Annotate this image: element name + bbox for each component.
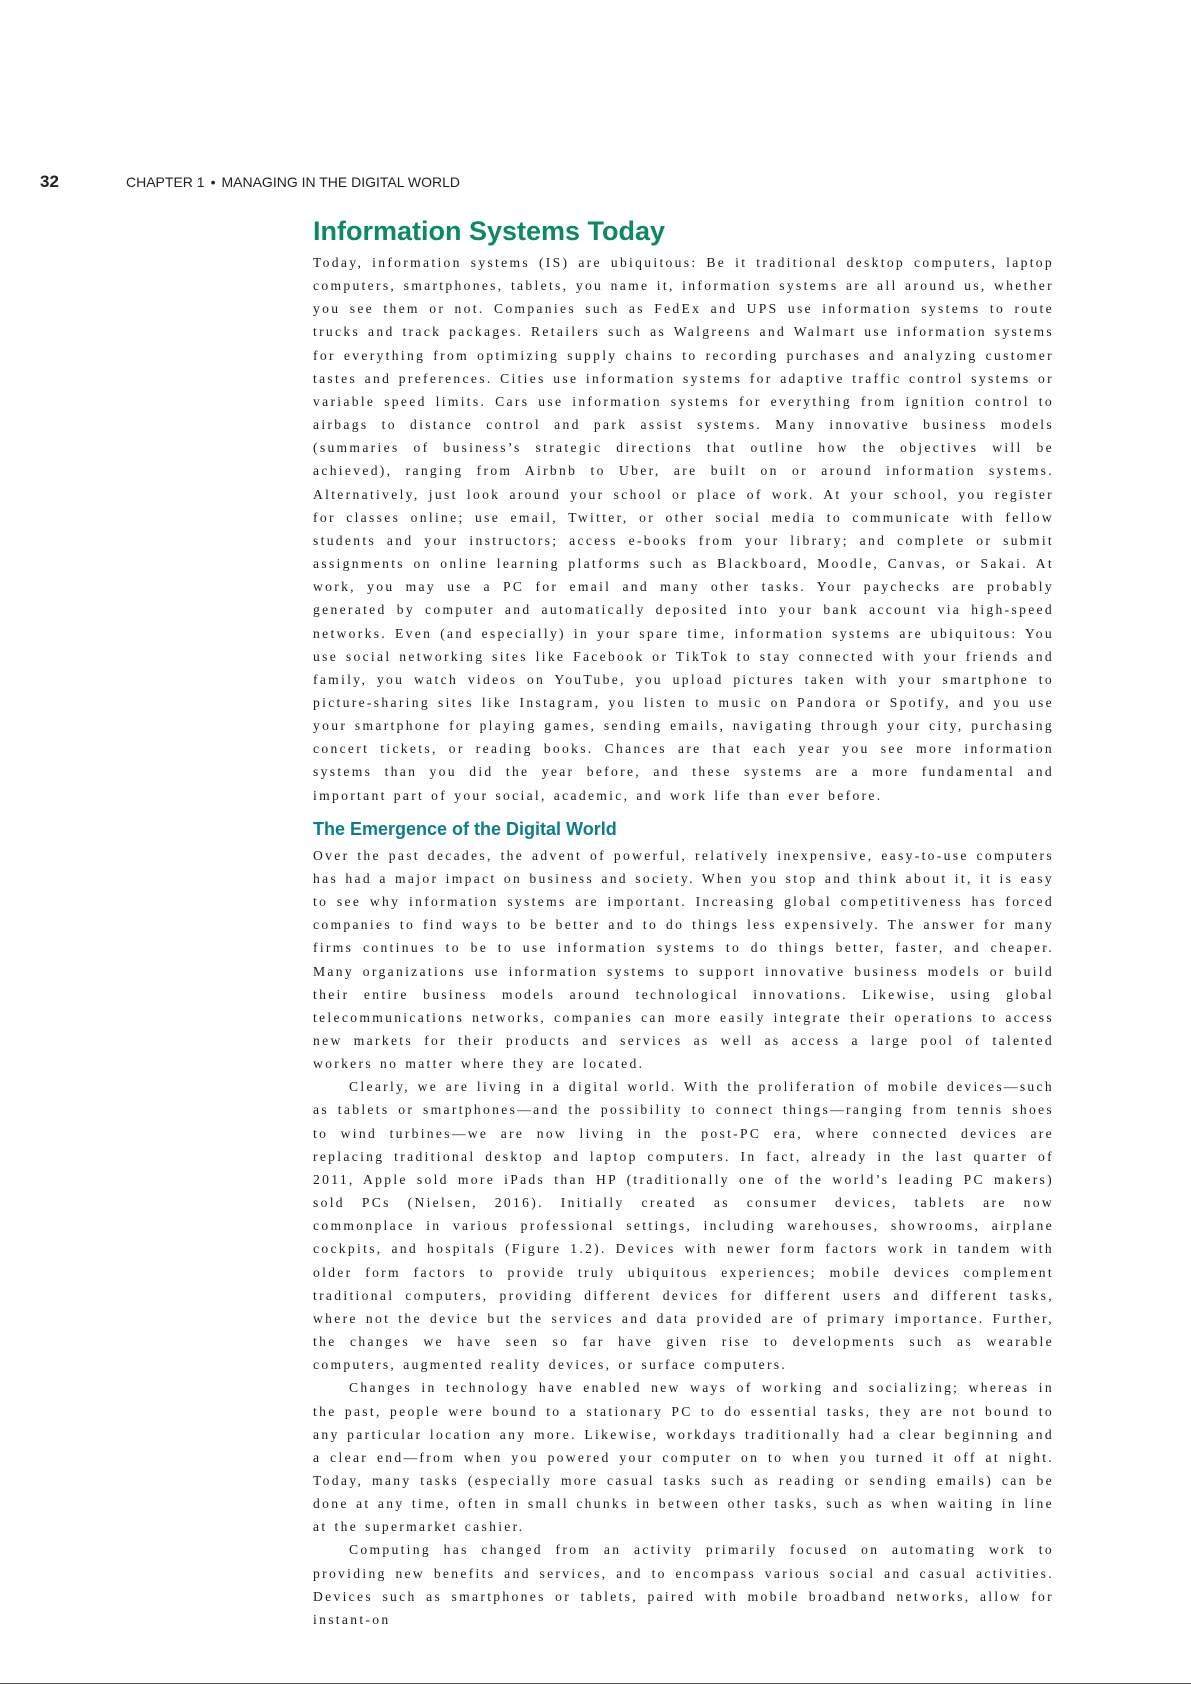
subsection-heading: The Emergence of the Digital World <box>313 818 617 839</box>
body-paragraph: Today, information systems (IS) are ubiquitous: Be it traditional desktop computers, laptop computers, smartphones, tablets, you name it, information systems are all around us, whether you see them or not. Companies such as FedEx and UPS use information systems to route trucks and track packages. Retailers such as Walgreens and Walmart use information systems for everything from optimizing supply chains to recording purchases and analyzing customer tastes and preferences. Cities use information systems for adaptive traffic control systems or variable speed limits. Cars use information systems for everything from ignition control to airbags to distance control and park assist systems. Many innovative business models (summaries of business’s strategic directions that outline how the objectives will be achieved), ranging from Airbnb to Uber, are built on or around information systems. Alternatively, just look around your school or place of work. At your school, you register for classes online; use email, Twitter, or other social media to communicate with fellow students and your instructors; access e-books from your library; and complete or submit assignments on online learning platforms such as Blackboard, Moodle, Canvas, or Sakai. At work, you may use a PC for email and many other tasks. Your paychecks are probably generated by computer and automatically deposited into your bank account via high-speed networks. Even (and especially) in your spare time, information systems are ubiquitous: You use social networking sites like Facebook or TikTok to stay connected with your friends and family, you watch videos on YouTube, you upload pictures taken with your smartphone to picture-sharing sites like Instagram, you listen to music on Pandora or Spotify, and you use your smartphone for playing games, sending emails, navigating through your city, purchasing concert tickets, or reading books. Chances are that each year you see more information systems than you did the year before, and these systems are a more fundamental and important part of your social, academic, and work life than ever before. <box>313 255 1054 803</box>
body-paragraph: Over the past decades, the advent of powerful, relatively inexpensive, easy-to-use computers has had a major impact on business and society. When you stop and think about it, it is easy to see why information systems are important. Increasing global competitiveness has forced companies to find ways to be better and to do things less expensively. The answer for many firms continues to be to use information systems to do things better, faster, and cheaper. Many organizations use information systems to support innovative business models or build their entire business models around technological innovations. Likewise, using global telecommunications networks, companies can more easily integrate their operations to access new markets for their products and services as well as access a large pool of talented workers no matter where they are located. <box>313 847 1054 1072</box>
body-paragraph: Changes in technology have enabled new ways of working and socializing; whereas in the past, people were bound to a stationary PC to do essential tasks, they are not bound to any particular location any more. Likewise, workdays traditionally had a clear beginning and a clear end—from when you powered your computer on to when you turned it off at night. Today, many tasks (especially more casual tasks such as reading or sending emails) can be done at any time, often in small chunks in between other tasks, such as when waiting in line at the supermarket cashier. <box>313 1380 1054 1535</box>
section-heading: Information Systems Today <box>313 216 666 246</box>
page-body <box>313 214 1054 1631</box>
body-paragraph: Clearly, we are living in a digital world. With the proliferation of mobile devices—such as tablets or smartphones—and the possibility to connect things—ranging from tennis shoes to wind turbines—we are now living in the post-PC era, where connected devices are replacing traditional desktop and laptop computers. In fact, already in the last quarter of 2011, Apple sold more iPads than HP (traditionally one of the world’s leading PC makers) sold PCs (Nielsen, 2016). Initially created as consumer devices, tablets are now commonplace in various professional settings, including warehouses, showrooms, airplane cockpits, and hospitals (Figure 1.2). Devices with newer form factors work in tandem with older form factors to provide truly ubiquitous experiences; mobile devices complement traditional computers, providing different devices for different users and different tasks, where not the device but the services and data provided are of primary importance. Further, the changes we have seen so far have given rise to developments such as wearable computers, augmented reality devices, or surface computers. <box>313 1079 1054 1373</box>
page-number: 32 <box>40 172 59 191</box>
header-bullet: • <box>210 174 216 190</box>
chapter-title: MANAGING IN THE DIGITAL WORLD <box>221 174 461 190</box>
body-paragraph: Computing has changed from an activity primarily focused on automating work to providing new benefits and services, and to encompass various social and casual activities. Devices such as smartphones or tablets, paired with mobile broadband networks, allow for instant-on <box>313 1542 1054 1627</box>
running-head <box>40 172 460 192</box>
page-bottom-rule <box>0 1683 1191 1684</box>
chapter-label: CHAPTER 1 <box>126 174 205 190</box>
